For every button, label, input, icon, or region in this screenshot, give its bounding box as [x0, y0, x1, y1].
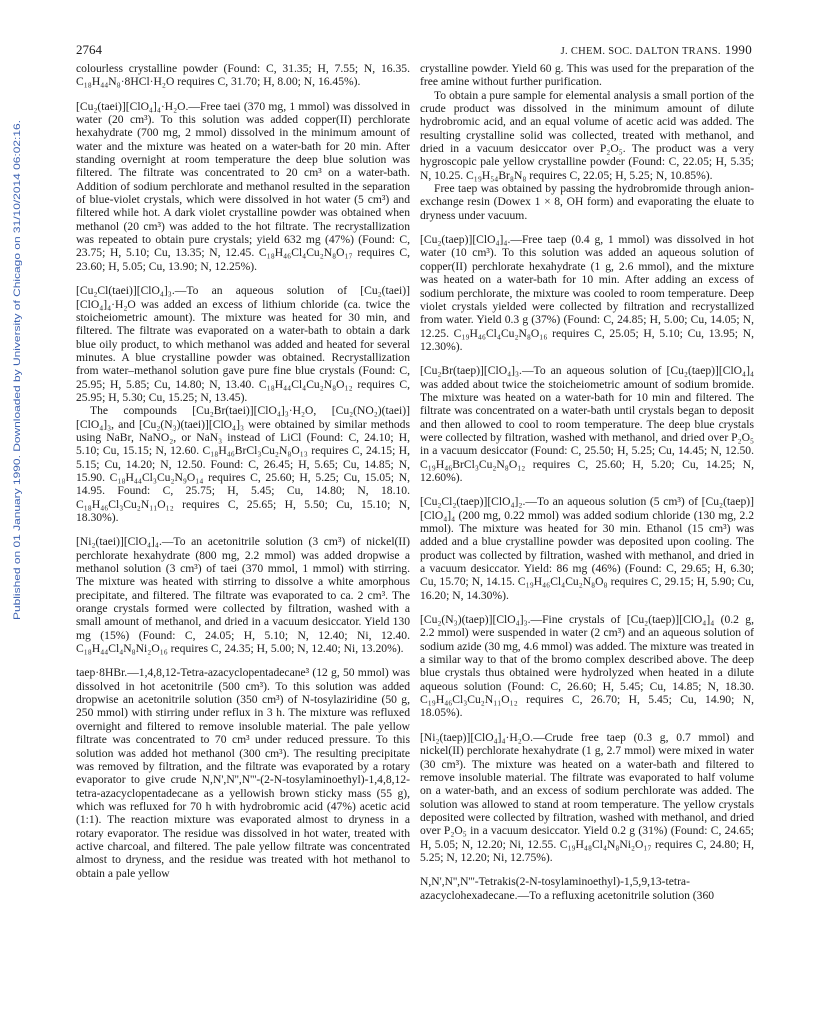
paragraph: [Cu₂(taei)][ClO₄]₄·H₂O.—Free taei (370 mg, 1 mmol) was dissolved in water (20 cm³). To this solution was added copper(II) perchlorate hexahydrate (700 mg, 2 mmol) dissolved in the minimum amount of water and the mixture was heated on a water-bath for 20 min. After standing overnight at room temperature the deep blue solution was filtered. The filtrate was concentrated to 20 cm³ on a water-bath. Addition of sodium perchlorate and methanol resulted in the separation of blue-violet crystals, which were dissolved in hot water (5 cm³) and filtered while hot. A dark violet crystalline powder was obtained when methanol (20 cm³) was added to the hot filtrate. The recrystallization was repeated to obtain pure crystals; yield 632 mg (47%) (Found: C, 23.75; H, 5.10; Cu, 13.35; N, 12.45. C₁₈H₄₆Cl₄Cu₂N₈O₁₇ requires C, 23.60; H, 5.05; Cu, 13.90; N, 12.25%). [76, 99, 410, 273]
paragraph: [Cu₂(taep)][ClO₄]₄.—Free taep (0.4 g, 1 mmol) was dissolved in hot water (10 cm³). To this solution was added an aqueous solution of copper(II) perchlorate hexahydrate (1 g, 2.6 mmol), and the mixture was heated on a water-bath for 10 min. After adding an excess of sodium perchlorate, the mixture was cooled to room temperature. Deep violet crystals yielded were collected by filtration and recrystallized from water. Yield 0.3 g (37%) (Found: C, 24.85; H, 5.00; Cu, 14.05; N, 12.25. C₁₉H₄₆Cl₄Cu₂N₈O₁₆ requires C, 25.05; H, 5.10; Cu, 13.95; N, 12.30%). [420, 233, 754, 353]
page-number: 2764 [76, 42, 102, 57]
right-text-column [420, 62, 754, 902]
paragraph: [Cu₂Br(taep)][ClO₄]₃.—To an aqueous solution of [Cu₂(taep)][ClO₄]₄ was added about twice the stoicheiometric amount of sodium bromide. The mixture was heated on a water-bath for 10 min and filtered. The filtrate was concentrated on a water-bath until crystals began to deposit and then allowed to cool to room temperature. The deep blue crystals were collected by filtration, washed with methanol, and dried over P₂O₅ in a vacuum desiccator (Found: C, 25.50; H, 5.25; Cu, 14.45; N, 12.50. C₁₉H₄₆BrCl₃Cu₂N₈O₁₂ requires C, 25.60; H, 5.20; Cu, 14.25; N, 12.60%). [420, 364, 754, 484]
paragraph: The compounds [Cu₂Br(taei)][ClO₄]₃·H₂O, [Cu₂(NO₂)(taei)][ClO₄]₃, and [Cu₂(N₃)(taei)][ClO₄]₃ were obtained by similar methods using NaBr, NaNO₂, or NaN₃ instead of LiCl (Found: C, 24.10; H, 5.10; Cu, 15.15; N, 12.60. C₁₈H₄₆BrCl₃Cu₂N₈O₁₃ requires C, 24.15; H, 5.15; Cu, 14.20; N, 12.50. Found: C, 26.45; H, 5.65; Cu, 14.85; N, 15.90. C₁₈H₄₄Cl₃Cu₂N₉O₁₄ requires C, 25.60; H, 5.25; Cu, 15.05; N, 14.95. Found: C, 25.75; H, 5.45; Cu, 14.80; N, 18.10. C₁₈H₄₆Cl₃Cu₂N₁₁O₁₂ requires C, 25.65; H, 5.50; Cu, 15.10; N, 18.30%). [76, 404, 410, 524]
paragraph: N,N',N'',N'''-Tetrakis(2-N-tosylaminoethyl)-1,5,9,13-tetra-azacyclohexadecane.—To a refluxing acetonitrile solution (360 [420, 875, 715, 902]
paragraph: taep·8HBr.—1,4,8,12-Tetra-azacyclopentadecane³ (12 g, 50 mmol) was dissolved in hot acetonitrile (500 cm³). To this solution was added dropwise an acetonitrile solution (350 cm³) of N-tosylaziridine (50 g, 250 mmol) with stirring under reflux in 3 h. The mixture was refluxed overnight and filtered to remove insoluble material. The pale yellow filtrate was concentrated to 70 cm³ under reduced pressure. To this solution was added hot methanol (300 cm³). The resulting precipitate was removed by filtration, and the filtrate was evaporated by a rotary evaporator to give crude N,N',N'',N'''-(2-N-tosylaminoethyl)-1,4,8,12-tetra-azacyclopentadecane as a yellowish brown sticky mass (55 g), which was refluxed for 70 h with hydrobromic acid (47%) acetic acid (1:1). The reaction mixture was evaporated almost to dryness in a rotary evaporator. The residue was dissolved in hot water, treated with active charcoal, and filtered. The pale yellow filtrate was concentrated almost to dryness, and the residue was treated with hot methanol to obtain a pale yellow [76, 666, 410, 880]
paragraph: [Ni₂(taep)][ClO₄]₄·H₂O.—Crude free taep (0.3 g, 0.7 mmol) and nickel(II) perchlorate hexahydrate (1 g, 2.7 mmol) were mixed in water (30 cm³). The mixture was heated on a water-bath and filtered to remove insoluble material. The filtrate was evaporated to half volume on a water-bath, and an excess of sodium perchlorate was added. The solution was allowed to stand at room temperature. The yellow crystals deposited were collected by filtration, washed with methanol, and dried over P₂O₅ in a vacuum desiccator. Yield 0.2 g (31%) (Found: C, 24.65; H, 5.05; N, 12.20; Ni, 12.55. C₁₉H₄₈Cl₄N₈Ni₂O₁₇ requires C, 24.80; H, 5.25; N, 12.20; Ni, 12.75%). [420, 730, 754, 864]
paragraph: [Cu₂(N₃)(taep)][ClO₄]₃.—Fine crystals of [Cu₂(taep)][ClO₄]₄ (0.2 g, 2.2 mmol) were suspended in water (2 cm³) and an aqueous solution of sodium azide (30 mg, 4.6 mmol) was added. The mixture was treated in a similar way to that of the bromo complex described above. The deep blue crystals thus obtained were hydrolyzed when heated in a dilute aqueous solution (Found: C, 26.60; H, 5.45; Cu, 14.85; N, 18.30. C₁₉H₄₆Cl₃Cu₂N₁₁O₁₂ requires C, 26.70; H, 5.45; Cu, 14.90; N, 18.05%). [420, 613, 754, 720]
page-header [62, 40, 752, 58]
paragraph: [Cu₂Cl₂(taep)][ClO₄]₂.—To an aqueous solution (5 cm³) of [Cu₂(taep)][ClO₄]₄ (200 mg, 0.22 mmol) was added sodium chloride (130 mg, 2.2 mmol). The mixture was heated for 30 min. Ethanol (15 cm³) was added and a blue crystalline powder was deposited upon cooling. The product was collected by filtration, washed with methanol, and dried in a vacuum desiccator. Yield: 86 mg (46%) (Found: C, 29.65; H, 6.30; Cu, 15.70; N, 14.15. C₁₉H₄₆Cl₄Cu₂N₈O₈ requires C, 29.15; H, 5.90; Cu, 16.20; N, 14.30%). [420, 495, 754, 602]
paragraph: colourless crystalline powder (Found: C, 31.35; H, 7.55; N, 16.35. C₁₈H₄₄N₈·8HCl·H₂O requires C, 31.70; H, 8.00; N, 16.45%). [76, 62, 410, 89]
journal-running-head [561, 42, 752, 58]
journal-year: 1990 [724, 42, 752, 57]
paragraph: [Cu₂Cl(taei)][ClO₄]₃.—To an aqueous solution of [Cu₂(taei)][ClO₄]₄·H₂O was added an excess of lithium chloride (ca. twice the stoicheiometric amount). The mixture was heated for 30 min, and filtered. The filtrate was evaporated on a water-bath to obtain a dark blue oily product, to which methanol was added and heated for several minutes. A blue crystalline powder was obtained. Recrystallization from water–methanol solution gave pure fine blue crystals (Found: C, 25.95; H, 5.85; Cu, 14.80; N, 13.40. C₁₈H₄₄Cl₄Cu₂N₈O₁₂ requires C, 25.95; H, 5.30; Cu, 15.25; N, 13.45). [76, 284, 410, 404]
journal-title: J. CHEM. SOC. DALTON TRANS. [560, 46, 721, 57]
paragraph: crystalline powder. Yield 60 g. This was used for the preparation of the free amine without further purification. [420, 62, 754, 89]
paragraph: Free taep was obtained by passing the hydrobromide through anion-exchange resin (Dowex 1 × 8, OH form) and evaporating the eluate to dryness under vacuum. [420, 182, 754, 222]
publication-watermark [0, 120, 30, 620]
paragraph: [Ni₂(taei)][ClO₄]₄.—To an acetonitrile solution (3 cm³) of nickel(II) perchlorate hexahydrate (800 mg, 2.2 mmol) was added dropwise a methanol solution (3 cm³) of taei (370 mmol, 1 mmol) with stirring. The mixture was heated with stirring to dissolve a white amorphous precipitate, and filtered. The filtrate was evaporated to ca. 2 cm³. The orange crystals formed were collected by filtration, washed with a small amount of methanol, and dried in a vacuum desiccator. Yield 130 mg (15%) (Found: C, 24.05; H, 5.10; N, 12.40; Ni, 12.40. C₁₈H₄₄Cl₄N₈Ni₂O₁₆ requires C, 24.35; H, 5.00; N, 12.40; Ni, 13.20%). [76, 535, 410, 656]
left-text-column [76, 62, 410, 880]
paragraph: To obtain a pure sample for elemental analysis a small portion of the crude product was dissolved in the minimum amount of dilute hydrobromic acid, and an equal volume of acetic acid was added. The resulting crystalline solid was collected, treated with methanol, and dried in a vacuum desiccator over P₂O₅. The product was a very hygroscopic pale yellow crystalline powder (Found: C, 22.05; H, 5.35; N, 10.25. C₁₉H₅₄Br₈N₈ requires C, 22.05; H, 5.25; N, 10.85%). [420, 88, 754, 182]
watermark-text: Published on 01 January 1990. Downloaded by University of Chicago on 31/10/2014 06:02:16. [12, 222, 23, 620]
